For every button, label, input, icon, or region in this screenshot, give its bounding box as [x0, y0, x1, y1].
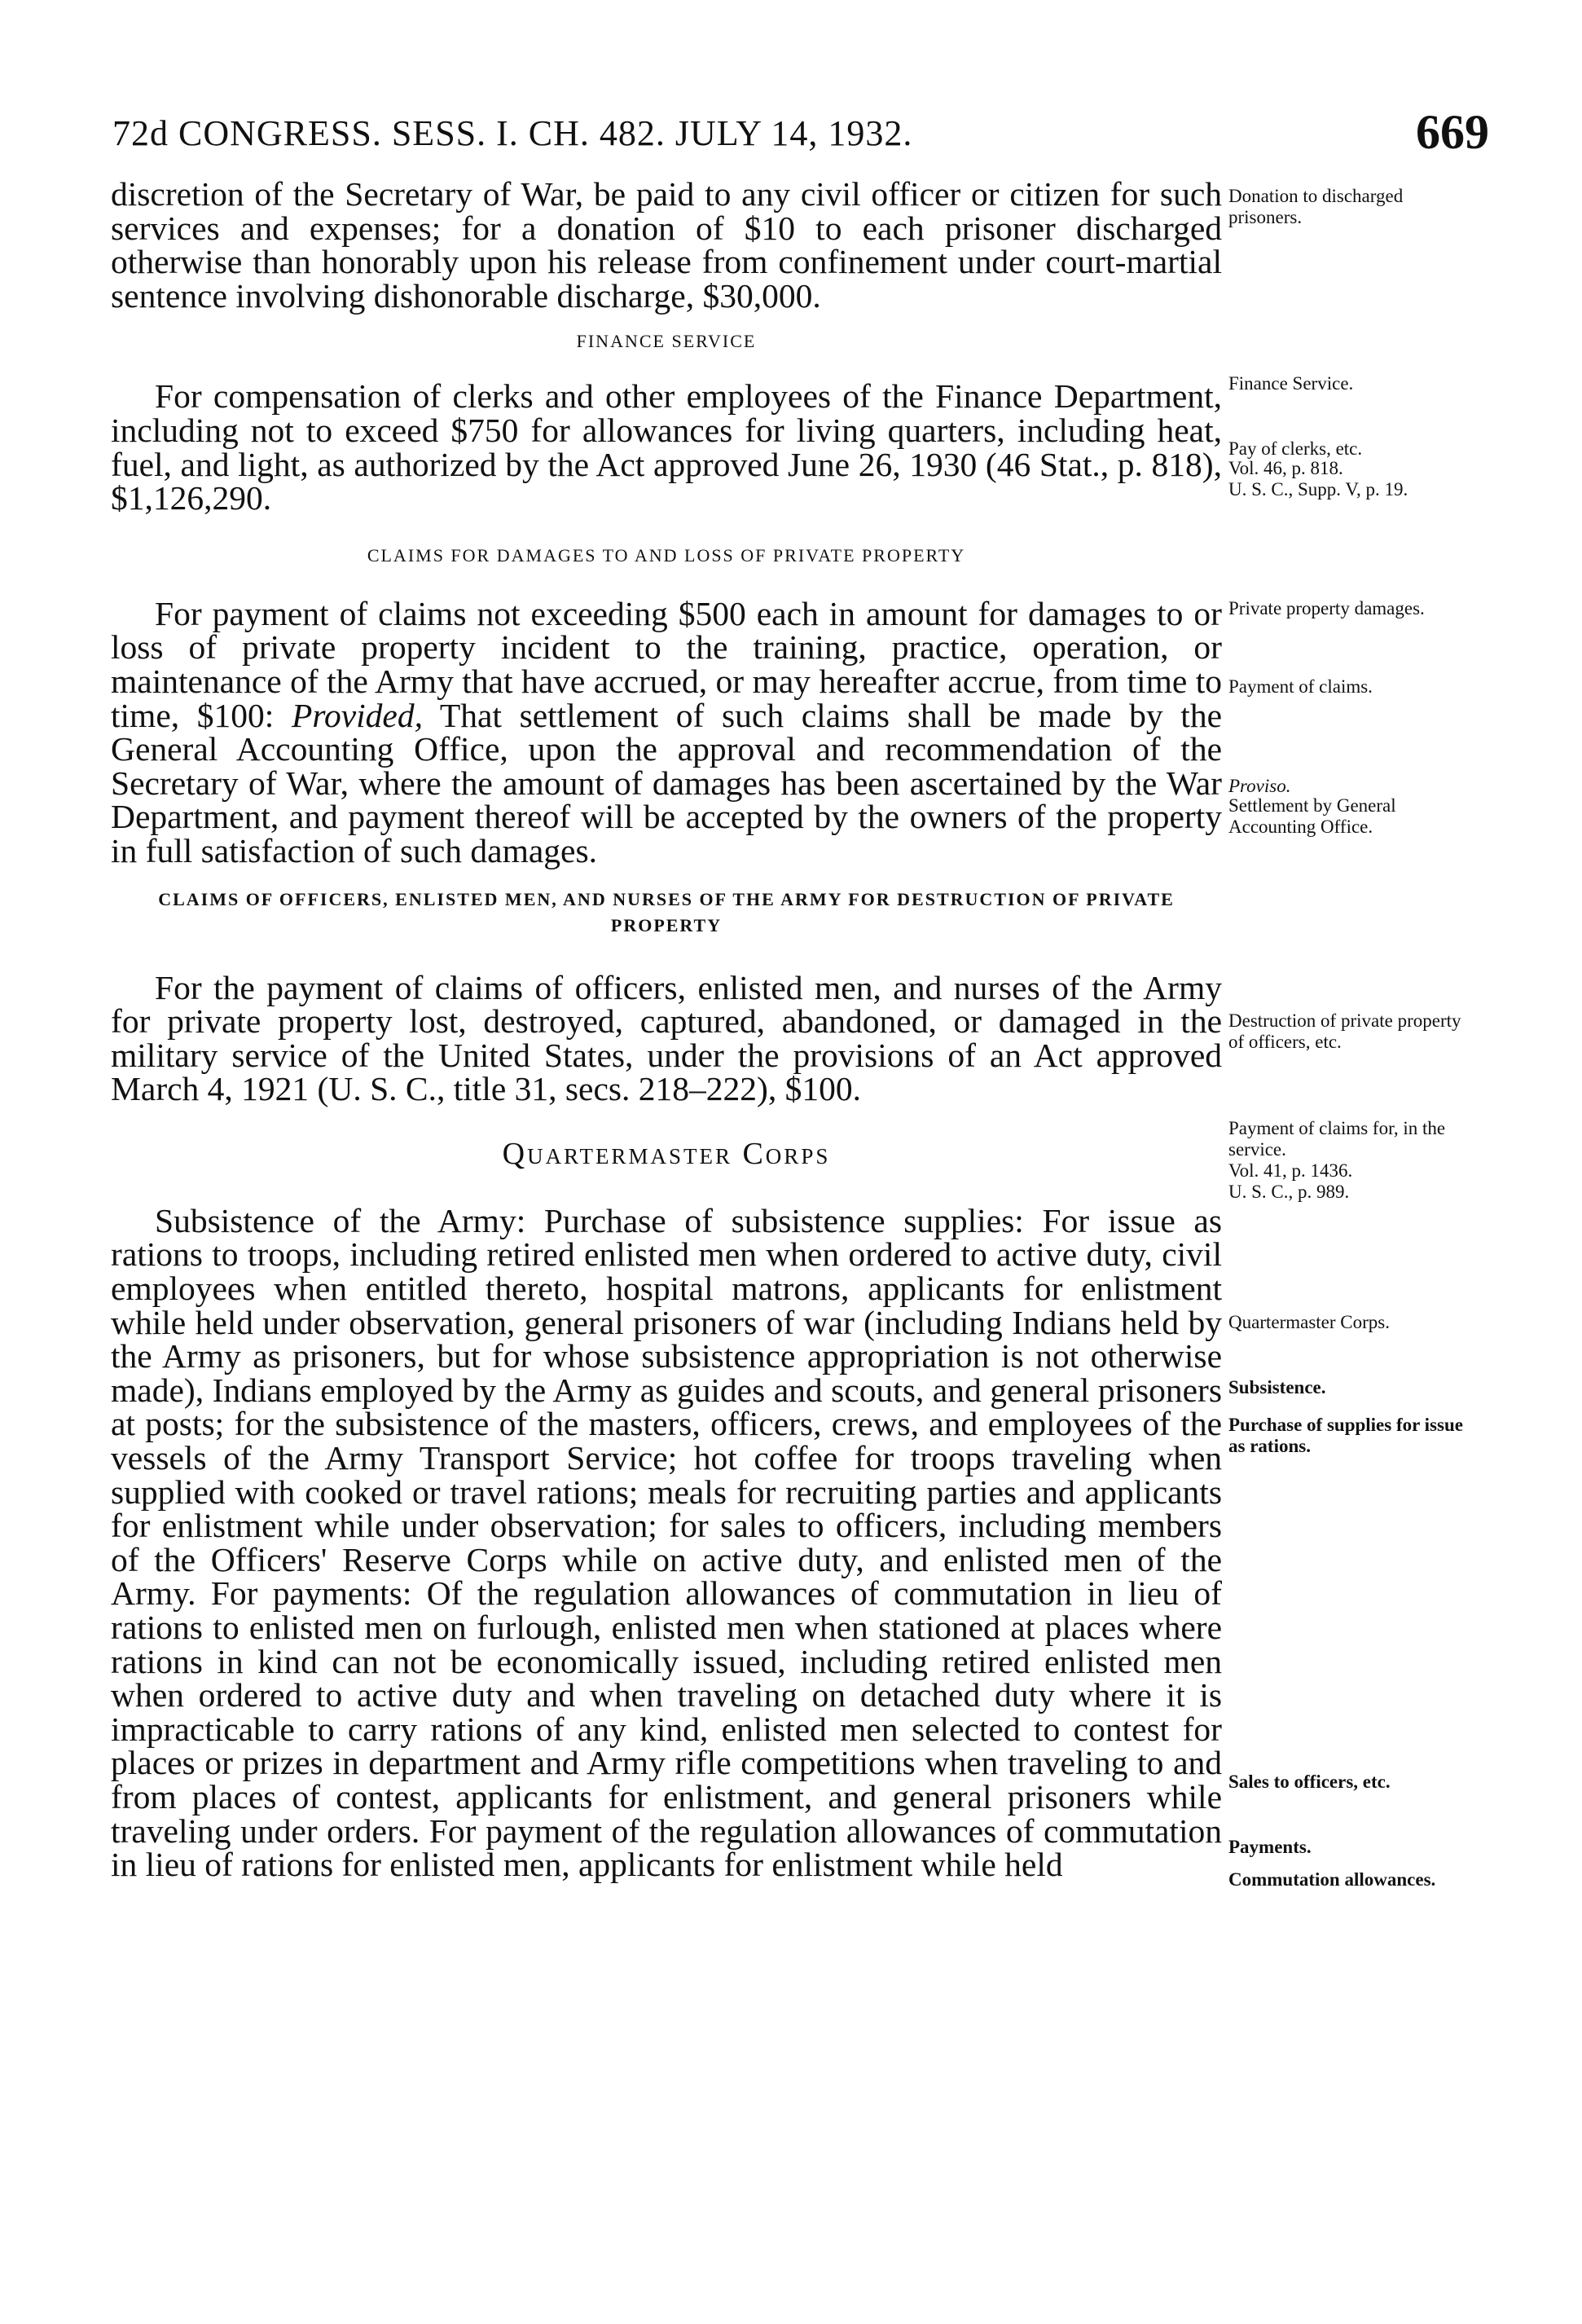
paragraph-subsistence: Subsistence of the Army: Purchase of subsistence supplies: For issue as rations to troops, including retired enlisted men when ordered to active duty, civil employees when entitled thereto, hospital matrons, applicants for enlistment while held under observation, general prisoners of war (including Indians held by the Army as prisoners, but for whose subsistence appropriation is not otherwise made), Indians employed by the Army as guides and scouts, and general prisoners at posts; for the subsistence of the masters, officers, crews, and employees of the vessels of the Army Transport Service; hot coffee for troops traveling when supplied with cooked or travel rations; meals for recruiting parties and applicants for enlistment while under observation; for sales to officers, including members of the Officers' Reserve Corps while on active duty, and enlisted men of the Army. For payments: Of the regulation allowances of commutation in lieu of rations to enlisted men on furlough, enlisted men when stationed at places where rations in kind can not be economically issued, including retired enlisted men when ordered to active duty and when traveling on detached duty where it is impracticable to carry rations of any kind, enlisted men selected to contest for places or prizes in department and Army rifle competitions when traveling to and from places of contest, applicants for enlistment, and general prisoners while traveling under orders. For payment of the regulation allowances of commutation in lieu of rations for enlisted men, applicants for enlistment while held: [111, 1201, 1222, 1884]
claims-text-b: That settlement of such claims shall be made by the General Accounting Office, upon the approval and recommendation of the Secretary of War, where the amount of damages has been ascertained by the War Department, and payment thereof will be accepted by the owners of the property in full satisfaction of such damages.: [111, 696, 1222, 869]
note-service-ref2: U. S. C., p. 989.: [1228, 1182, 1350, 1202]
heading-claims-damages: CLAIMS FOR DAMAGES TO AND LOSS OF PRIVATE PROPERTY: [367, 544, 966, 566]
provided-word: Provided,: [291, 696, 423, 734]
page-number: 669: [1416, 105, 1489, 159]
note-finance-service: Finance Service.: [1228, 373, 1354, 394]
note-qm-corps: Quartermaster Corps.: [1228, 1312, 1390, 1332]
main-text: [111, 175, 1222, 1884]
paragraph-claims-damages: [111, 594, 1222, 869]
note-payment-of-claims: Payment of claims.: [1228, 676, 1373, 697]
note-commutation: Commutation allowances.: [1228, 1869, 1436, 1890]
claims-text-a: For payment of claims not exceeding $500 each in amount for damages to or loss of private property incident to the training, practice, operation, or maintenance of the Army that have accrued, or may hereafter accrue, from time to time, $100:: [111, 594, 1222, 734]
note-subsistence: Subsistence.: [1228, 1377, 1326, 1397]
note-sales: Sales to officers, etc.: [1228, 1772, 1391, 1792]
heading-finance-service: FINANCE SERVICE: [576, 331, 757, 352]
note-purchase: Purchase of supplies for issue as rations.: [1228, 1415, 1463, 1456]
note-destruction: Destruction of private property of officers, etc.: [1228, 1010, 1461, 1052]
paragraph-opening: discretion of the Secretary of War, be paid to any civil officer or citizen for such services and expenses; for a donation of $10 to each prisoner discharged otherwise than honorably upon his release from confinement under court-martial sentence involving dishonorable discharge, $30,000.: [111, 175, 1222, 315]
note-payments: Payments.: [1228, 1837, 1312, 1857]
note-proviso: Proviso.: [1228, 776, 1291, 796]
note-payment-service: Payment of claims for, in the service.: [1228, 1118, 1446, 1160]
heading-quartermaster-corps: Quartermaster Corps: [502, 1136, 831, 1171]
running-head: 72d CONGRESS. SESS. I. CH. 482. JULY 14, 1932.: [112, 113, 913, 153]
note-private-property: Private property damages.: [1228, 598, 1425, 618]
paragraph-officers: For the payment of claims of officers, enlisted men, and nurses of the Army for private property lost, destroyed, captured, abandoned, or damaged in the military service of the United States, under the provisions of an Act approved March 4, 1921 (U. S. C., title 31, secs. 218–222), $100.: [111, 968, 1222, 1108]
note-service-ref: Vol. 41, p. 1436.: [1228, 1160, 1353, 1181]
note-pay-of-clerks: Pay of clerks, etc.: [1228, 438, 1363, 459]
note-pay-ref2: U. S. C., Supp. V, p. 19.: [1228, 479, 1408, 500]
note-donation: Donation to discharged prisoners.: [1228, 186, 1404, 227]
page-header: [112, 104, 1489, 161]
heading-claims-officers-text: CLAIMS OF OFFICERS, ENLISTED MEN, AND NURSES OF THE ARMY FOR DESTRUCTION OF PRIVATE PROPERTY: [158, 888, 1175, 935]
paragraph-finance: For compensation of clerks and other employees of the Finance Department, including not to exceed $750 for allowances for living quarters, including heat, fuel, and light, as authorized by the Act approved June 26, 1930 (46 Stat., p. 818), $1,126,290.: [111, 377, 1222, 517]
note-pay-ref: Vol. 46, p. 818.: [1228, 458, 1343, 478]
heading-claims-officers: [111, 887, 1222, 939]
note-settlement: Settlement by General Accounting Office.: [1228, 795, 1396, 837]
